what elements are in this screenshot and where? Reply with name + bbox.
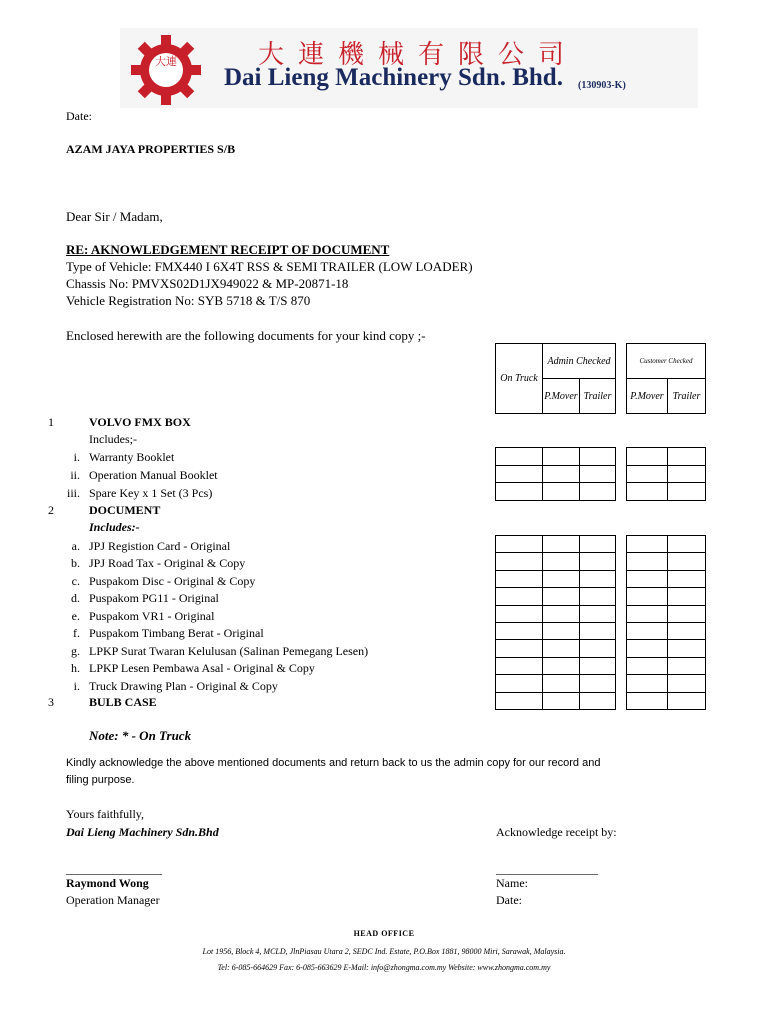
company-reg-number: (130903-K) xyxy=(578,80,626,91)
check-cell[interactable] xyxy=(627,605,668,622)
admin-pmover-header: P.Mover xyxy=(543,379,580,414)
vehicle-registration: Vehicle Registration No: SYB 5718 & T/S 870 xyxy=(66,293,311,308)
section-1-includes: Includes;- xyxy=(89,432,137,446)
check-cell[interactable] xyxy=(580,466,616,483)
admin-header-table xyxy=(495,343,616,414)
check-cell[interactable] xyxy=(543,605,580,622)
footer-title: HEAD OFFICE xyxy=(353,929,415,938)
customer-header-table xyxy=(626,343,706,414)
name-label: Name: xyxy=(496,876,528,890)
section-2-title: DOCUMENT xyxy=(89,503,161,517)
kindly-line-1: Kindly acknowledge the above mentioned documents and return back to us the admin copy for our record and xyxy=(66,757,601,769)
logo-text: 大連 xyxy=(155,55,177,68)
list-marker: g. xyxy=(71,644,80,658)
date-label: Date: xyxy=(66,109,92,123)
check-cell[interactable] xyxy=(496,536,543,553)
section-1-admin-grid xyxy=(495,447,616,501)
check-cell[interactable] xyxy=(627,466,668,483)
check-cell[interactable] xyxy=(668,536,706,553)
chassis-no: Chassis No: PMVXS02D1JX949022 & MP-20871-18 xyxy=(66,276,349,291)
check-cell[interactable] xyxy=(496,553,543,570)
check-cell[interactable] xyxy=(496,622,543,639)
signature-line-left: ________________ xyxy=(66,862,162,876)
company-name-english: Dai Lieng Machinery Sdn. Bhd. xyxy=(224,64,563,91)
check-cell[interactable] xyxy=(496,657,543,674)
check-cell[interactable] xyxy=(543,640,580,657)
check-cell[interactable] xyxy=(668,448,706,466)
list-item: Puspakom Disc - Original & Copy xyxy=(89,574,256,588)
customer-trailer-header: Trailer xyxy=(668,379,706,414)
check-cell[interactable] xyxy=(668,622,706,639)
list-marker: h. xyxy=(71,661,80,675)
check-cell[interactable] xyxy=(496,588,543,605)
check-cell[interactable] xyxy=(580,553,616,570)
signer-name: Raymond Wong xyxy=(66,876,149,890)
check-cell[interactable] xyxy=(543,622,580,639)
check-cell[interactable] xyxy=(627,536,668,553)
list-item: JPJ Road Tax - Original & Copy xyxy=(89,556,246,570)
list-item: Warranty Booklet xyxy=(89,450,175,464)
check-cell[interactable] xyxy=(543,466,580,483)
customer-pmover-header: P.Mover xyxy=(627,379,668,414)
section-2-admin-grid xyxy=(495,535,616,710)
check-cell[interactable] xyxy=(496,675,543,692)
list-marker: a. xyxy=(71,539,80,553)
signer-title: Operation Manager xyxy=(66,893,160,907)
check-cell[interactable] xyxy=(668,657,706,674)
check-cell[interactable] xyxy=(627,570,668,587)
check-cell[interactable] xyxy=(668,692,706,709)
customer-checked-header: Customer Checked xyxy=(627,344,706,379)
footer-contact: Tel: 6-085-664629 Fax: 6-085-663629 E-Mail: info@zhongma.com.my Website: www.zhongma.com.my xyxy=(217,963,551,972)
check-cell[interactable] xyxy=(668,570,706,587)
admin-trailer-header: Trailer xyxy=(580,379,616,414)
yours-faithfully: Yours faithfully, xyxy=(66,807,145,821)
list-item: Truck Drawing Plan - Original & Copy xyxy=(89,679,278,693)
check-cell[interactable] xyxy=(580,536,616,553)
acknowledge-label: Acknowledge receipt by: xyxy=(496,825,617,839)
kindly-line-2: filing purpose. xyxy=(66,774,135,786)
date-label-bottom: Date: xyxy=(496,893,522,907)
list-item: Operation Manual Booklet xyxy=(89,468,218,482)
list-marker: c. xyxy=(71,574,80,588)
section-3-number: 3 xyxy=(48,695,54,709)
section-1-number: 1 xyxy=(48,415,54,429)
check-cell[interactable] xyxy=(543,536,580,553)
check-cell[interactable] xyxy=(496,640,543,657)
list-item: LPKP Lesen Pembawa Asal - Original & Copy xyxy=(89,661,315,675)
list-marker: i. xyxy=(73,450,80,464)
check-cell[interactable] xyxy=(627,483,668,501)
re-subject: RE: AKNOWLEDGEMENT RECEIPT OF DOCUMENT xyxy=(66,242,390,257)
check-cell[interactable] xyxy=(580,570,616,587)
check-cell[interactable] xyxy=(580,657,616,674)
check-cell[interactable] xyxy=(543,675,580,692)
list-marker: iii. xyxy=(66,486,80,500)
check-cell[interactable] xyxy=(496,570,543,587)
list-item: Puspakom Timbang Berat - Original xyxy=(89,626,264,640)
check-cell[interactable] xyxy=(496,483,543,501)
check-cell[interactable] xyxy=(580,605,616,622)
check-cell[interactable] xyxy=(543,692,580,709)
check-cell[interactable] xyxy=(668,466,706,483)
list-marker: f. xyxy=(73,626,80,640)
list-item: Spare Key x 1 Set (3 Pcs) xyxy=(89,486,213,500)
company-logo-gear xyxy=(126,34,206,106)
check-cell[interactable] xyxy=(668,675,706,692)
list-marker: b. xyxy=(71,556,80,570)
section-2-number: 2 xyxy=(48,503,54,517)
list-item: LPKP Surat Twaran Kelulusan (Salinan Pemegang Lesen) xyxy=(89,644,369,658)
vehicle-type: Type of Vehicle: FMX440 I 6X4T RSS & SEMI TRAILER (LOW LOADER) xyxy=(66,259,473,274)
section-2-customer-grid xyxy=(626,535,706,710)
check-cell[interactable] xyxy=(580,675,616,692)
check-cell[interactable] xyxy=(543,448,580,466)
check-cell[interactable] xyxy=(627,640,668,657)
note: Note: * - On Truck xyxy=(89,728,192,743)
check-cell[interactable] xyxy=(668,640,706,657)
admin-checked-header: Admin Checked xyxy=(543,344,616,379)
check-cell[interactable] xyxy=(543,588,580,605)
on-truck-header: On Truck xyxy=(496,344,543,414)
check-cell[interactable] xyxy=(627,622,668,639)
check-cell[interactable] xyxy=(496,692,543,709)
section-2-includes: Includes:- xyxy=(89,520,140,534)
check-cell[interactable] xyxy=(627,448,668,466)
check-cell[interactable] xyxy=(668,588,706,605)
check-cell[interactable] xyxy=(627,553,668,570)
list-marker: e. xyxy=(71,609,80,623)
list-item: Puspakom VR1 - Original xyxy=(89,609,215,623)
section-3-title: BULB CASE xyxy=(89,695,157,709)
company-name-chinese: 大連機械有限公司 xyxy=(258,40,579,70)
check-cell[interactable] xyxy=(580,448,616,466)
check-cell[interactable] xyxy=(543,657,580,674)
signature-line-right: _________________ xyxy=(496,862,598,876)
check-cell[interactable] xyxy=(580,622,616,639)
check-cell[interactable] xyxy=(543,553,580,570)
section-1-title: VOLVO FMX BOX xyxy=(89,415,191,429)
check-cell[interactable] xyxy=(496,466,543,483)
list-item: Puspakom PG11 - Original xyxy=(89,591,219,605)
check-cell[interactable] xyxy=(668,553,706,570)
list-marker: d. xyxy=(71,591,80,605)
check-cell[interactable] xyxy=(543,483,580,501)
check-cell[interactable] xyxy=(496,605,543,622)
check-cell[interactable] xyxy=(580,588,616,605)
section-1-customer-grid xyxy=(626,447,706,501)
check-cell[interactable] xyxy=(580,483,616,501)
recipient: AZAM JAYA PROPERTIES S/B xyxy=(66,142,236,156)
footer-address: Lot 1956, Block 4, MCLD, JlnPiasau Utara 2, SEDC Ind. Estate, P.O.Box 1881, 98000 Miri, Sarawak, Malaysia. xyxy=(202,947,566,956)
salutation: Dear Sir / Madam, xyxy=(66,209,163,224)
check-cell[interactable] xyxy=(543,570,580,587)
check-cell[interactable] xyxy=(580,692,616,709)
check-cell[interactable] xyxy=(627,588,668,605)
enclosed-text: Enclosed herewith are the following documents for your kind copy ;- xyxy=(66,328,426,343)
check-cell[interactable] xyxy=(496,448,543,466)
list-marker: ii. xyxy=(70,468,80,482)
check-cell[interactable] xyxy=(668,605,706,622)
company-signature: Dai Lieng Machinery Sdn.Bhd xyxy=(66,825,219,839)
check-cell[interactable] xyxy=(668,483,706,501)
check-cell[interactable] xyxy=(627,692,668,709)
check-cell[interactable] xyxy=(627,657,668,674)
list-marker: i. xyxy=(73,679,80,693)
check-cell[interactable] xyxy=(627,675,668,692)
list-item: JPJ Registion Card - Original xyxy=(89,539,231,553)
check-cell[interactable] xyxy=(580,640,616,657)
